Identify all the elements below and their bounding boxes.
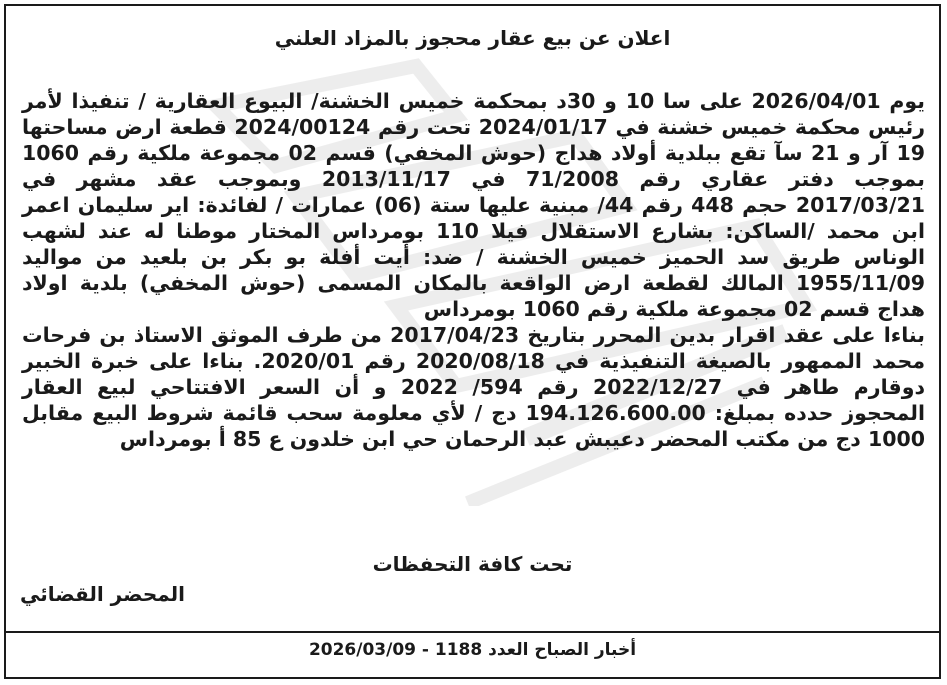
reservation-clause: تحت كافة التحفظات <box>372 552 573 576</box>
publication-footer <box>6 640 939 660</box>
bailiff-signature: المحضر القضائي <box>20 582 186 606</box>
legal-notice-frame <box>4 4 941 679</box>
notice-paragraph: يوم 2026/04/01 على سا 10 و 30د بمحكمة خميس الخشنة/ البيوع العقارية / تنفيذا لأمر رئيس محكمة خميس خشنة في 2024/01/17 تحت رقم 2024/00124 قطعة ارض مساحتها 19 آر و 21 سآ تقع ببلدية أولاد هداج (حوش المخفي) قسم 02 مجموعة ملكية رقم 1060 بموجب دفتر عقاري رقم 71/2008 في 2013/11/17 وبموجب عقد مشهر في 2017/03/21 حجم 448 رقم 44/ مبنية عليها ستة (06) عمارات / لفائدة: اير سليمان اعمر ابن محمد /الساكن: بشارع الاستقلال فيلا 110 بومرداس المختار موطنا له عند لشهب الوناس طريق سد الحميز خميس الخشنة / ضد: أيت أفلة بو بكر بن بلعيد من مواليد 1955/11/09 المالك لقطعة ارض الواقعة بالمكان المسمى (حوش المخفي) بلدية اولاد هداج قسم 02 مجموعة ملكية رقم 1060 بومرداس <box>22 89 925 321</box>
publication-date: 2026/03/09 <box>308 640 416 660</box>
notice-paragraph: بناءا على عقد اقرار بدين المحرر بتاريخ 2017/04/23 من طرف الموثق الاستاذ بن فرحات محمد الممهور بالصيغة التنفيذية في 2020/08/18 رقم 2020/01. بناءا على خبرة الخبير دوقارم طاهر في 2022/12/27 رقم 594/ 2022 و أن السعر الافتتاحي لبيع العقار المحجوز حدده بمبلغ: 194.126.600.00 دج / لأي معلومة سحب قائمة شروط البيع مقابل 1000 دج من مكتب المحضر دعيبش عبد الرحمان حي ابن خلدون ع 85 أ بومرداس <box>22 323 926 451</box>
footer-divider <box>6 631 939 633</box>
notice-title: اعلان عن بيع عقار محجوز بالمزاد العلني <box>274 26 671 50</box>
notice-body <box>22 88 925 452</box>
publication-name: أخبار الصباح العدد 1188 - <box>421 640 637 660</box>
